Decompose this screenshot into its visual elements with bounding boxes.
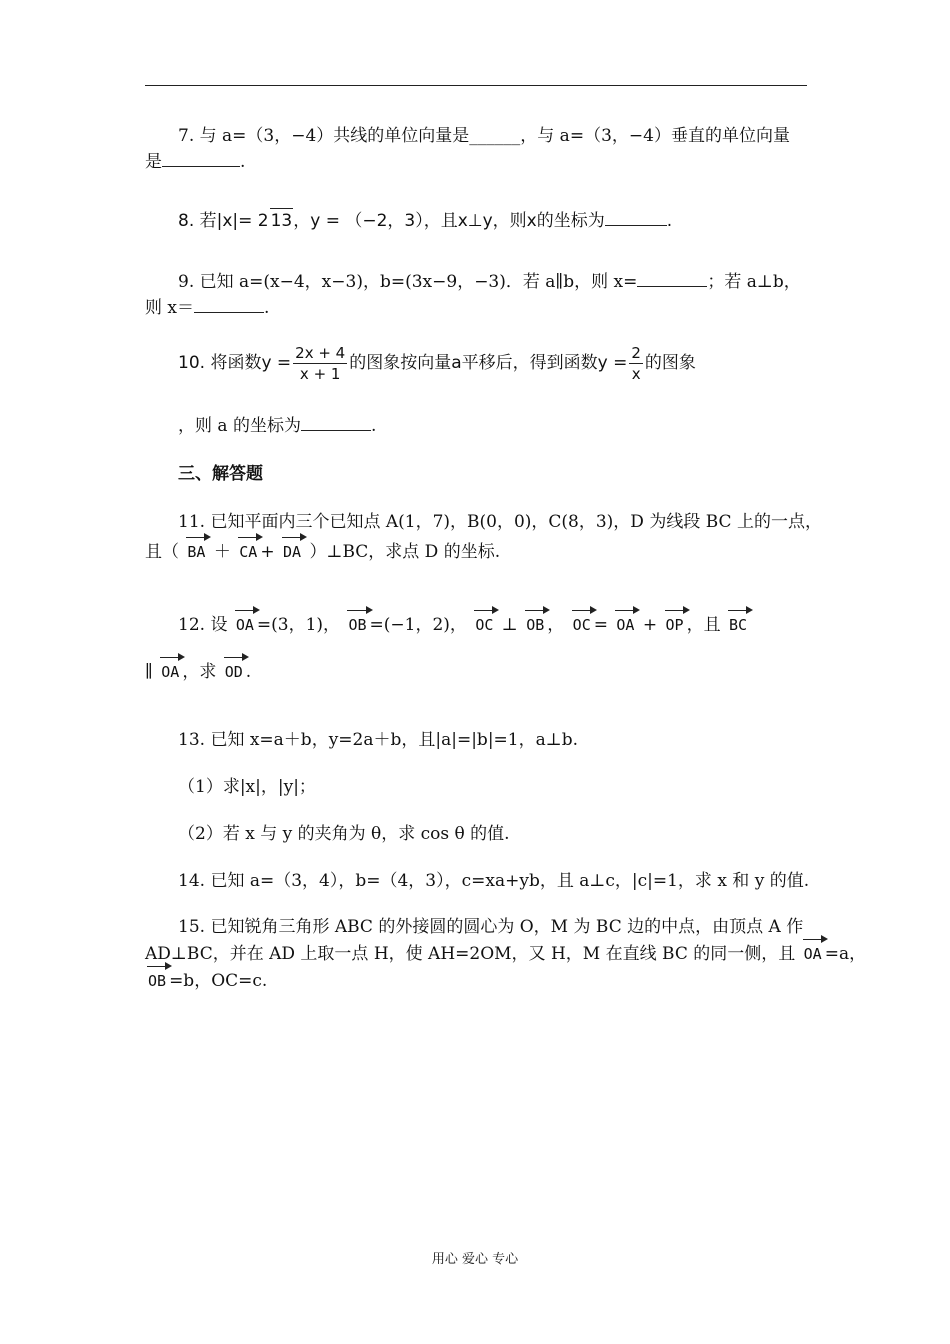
vector-oc: OC (472, 613, 496, 637)
q13-part2: （2）若 x 与 y 的夹角为 θ，求 cos θ 的值. (178, 824, 510, 844)
vector-ob: OB (523, 613, 547, 637)
answer-blank[interactable] (605, 209, 667, 226)
vector-op: OP (663, 613, 687, 637)
vector-bc: BC (726, 613, 750, 637)
q13-part1: （1）求|x|，|y|； (178, 777, 316, 797)
q7-line2: 是 . (145, 152, 246, 172)
fraction-1: $\frac{2x + 4}{x + 1}$ (295, 343, 346, 383)
vector-oa: OA (801, 942, 825, 966)
answer-blank[interactable] (162, 150, 240, 167)
q9-line1: 9. 已知 a=(x−4，x−3)，b=(3x−9，−3)．若 a∥b，则 x= ；若 a⊥b， (178, 272, 801, 292)
q15-line1: 15. 已知锐角三角形 ABC 的外接圆的圆心为 O，M 为 BC 边的中点，由顶点 A 作 (178, 917, 804, 937)
page-footer: 用心 爱心 专心 (431, 1252, 519, 1267)
fraction-2: $\frac{2}{x}$ (631, 343, 641, 383)
q13-stem: 13. 已知 x=a＋b，y=2a＋b，且|a|=|b|=1，a⊥b. (178, 730, 579, 750)
vector-ob: OB (345, 613, 369, 637)
vector-da: DA (280, 540, 304, 564)
q11-line1: 11. 已知平面内三个已知点 A(1，7)，B(0，0)，C(8，3)，D 为线段 BC 上的一点， (178, 512, 822, 532)
vector-oc: OC (570, 613, 594, 637)
q9-line2: 则 x＝ . (145, 298, 270, 318)
answer-blank[interactable] (637, 270, 707, 287)
vector-ob: OB (145, 969, 169, 993)
q11-line2: 且（ BA ＋ CA + DA ）⊥BC，求点 D 的坐标. (145, 542, 501, 562)
section-heading: 三、解答题 (178, 464, 263, 484)
vector-ba: BA (184, 540, 208, 564)
q15-line2: AD⊥BC，并在 AD 上取一点 H，使 AH=2OM，又 H，M 在直线 BC 的同一侧，且 OA =a， (145, 944, 867, 964)
answer-blank[interactable] (301, 414, 371, 431)
q12-line2: ∥ OA ，求 OD . (145, 662, 252, 682)
q15-line3: OB =b，OC=c. (145, 969, 267, 993)
vector-ca: CA (236, 540, 260, 564)
sqrt-radical: 13 (270, 208, 294, 233)
q10-line1: 10. 将函数y = $\frac{2x + 4}{x + 1}$ 的图象按向量a平移后，得到函数y = $\frac{2}{x}$ 的图象 (178, 343, 696, 383)
q7-line1: 7. 与 a=（3，−4）共线的单位向量是______，与 a=（3，−4）垂直的单位向量 (178, 126, 790, 146)
q8-line: 8. 若|x|= 2 13，y = （−2，3），且x⊥y，则x的坐标为 . (178, 208, 672, 233)
vector-oa: OA (233, 613, 257, 637)
answer-blank[interactable] (194, 296, 264, 313)
vector-od: OD (222, 660, 246, 684)
q14-line: 14. 已知 a=（3，4），b=（4，3），c=xa+yb，且 a⊥c，|c|=1，求 x 和 y 的值. (178, 871, 810, 891)
header-rule (145, 85, 807, 86)
vector-oa: OA (158, 660, 182, 684)
vector-oa: OA (613, 613, 637, 637)
q10-line2: ，则 a 的坐标为 . (178, 416, 377, 436)
q12-line1: 12. 设 OA =(3，1)， OB =(−1，2)， OC ⊥ OB ， OC = OA + OP ，且 BC (178, 613, 750, 637)
